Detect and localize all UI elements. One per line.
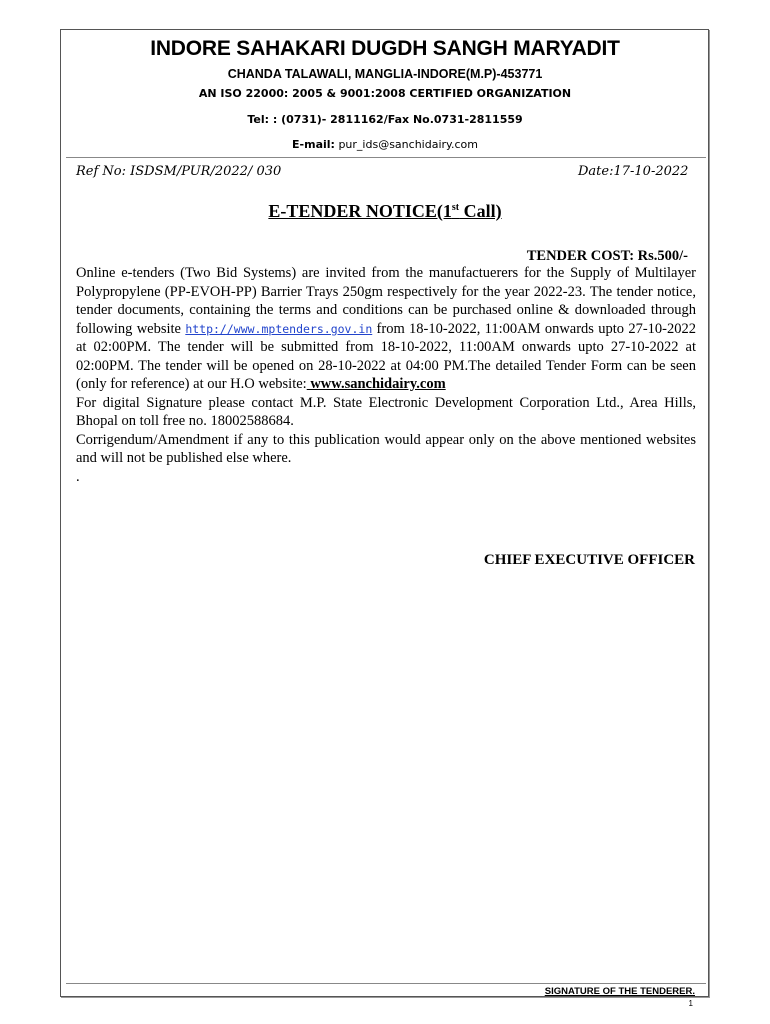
paragraph-corrigendum: Corrigendum/Amendment if any to this publication would appear only on the above mentioned websites and will not be published else where.	[76, 431, 696, 466]
sanchidairy-website[interactable]: www.sanchidairy.com	[306, 376, 446, 392]
page-number: 1	[688, 999, 693, 1008]
paragraph-main-part2: from 18-10-2022, 11:00AM onwards upto 27-10-2022 at 02:00PM. The tender will be submitted from 18-10-2022, 11:00AM onwards upto 27-10-2022 at 02:00PM. The tender will be opened on 28-10-2022 at 04:00 PM.The detailed Tender Form can be seen (only for reference) at our H.O website:	[76, 320, 697, 392]
iso-certification: AN ISO 22000: 2005 & 9001:2008 CERTIFIED ORGANIZATION	[198, 87, 572, 100]
tender-cost: TENDER COST: Rs.500/-	[526, 248, 688, 264]
signatory-title: CHIEF EXECUTIVE OFFICER	[483, 552, 695, 568]
organization-address: CHANDA TALAWALI, MANGLIA-INDORE(M.P)-453771	[227, 67, 543, 81]
trailing-dot: .	[76, 468, 80, 485]
email-line	[0, 138, 770, 151]
paragraph-main-part1: Online e-tenders (Two Bid Systems) are invited from the manufactuerers for the Supply of Multilayer Polypropylene (PP-EVOH-PP) Barrier Trays 250gm respectively for the year 2022-23. The tender notice, tender documents, containing the terms and conditions can be purchased online & downloaded through following website	[76, 265, 696, 337]
mptenders-link[interactable]: http://www.mptenders.gov.in	[185, 321, 373, 336]
reference-number: Ref No: ISDSM/PUR/2022/ 030	[76, 164, 282, 179]
title-suffix: Call)	[459, 201, 502, 221]
notice-body	[76, 264, 696, 486]
footer-divider	[66, 983, 706, 984]
notice-title	[0, 201, 770, 222]
header-divider	[66, 157, 706, 158]
tenderer-signature-label: SIGNATURE OF THE TENDERER.	[544, 986, 695, 997]
title-main: E-TENDER NOTICE(1	[268, 201, 452, 221]
paragraph-digital-signature: For digital Signature please contact M.P. State Electronic Development Corporation Ltd., Area Hills, Bhopal on toll free no. 18002588684.	[76, 394, 696, 429]
title-superscript: st	[451, 202, 460, 213]
email-address: pur_ids@sanchidairy.com	[338, 138, 478, 151]
notice-date: Date:17-10-2022	[578, 164, 689, 179]
paragraph-main	[76, 264, 696, 394]
organization-name: INDORE SAHAKARI DUGDH SANGH MARYADIT	[150, 37, 620, 60]
email-label: E-mail:	[292, 138, 335, 151]
telephone-fax: Tel: : (0731)- 2811162/Fax No.0731-2811559	[247, 113, 523, 126]
